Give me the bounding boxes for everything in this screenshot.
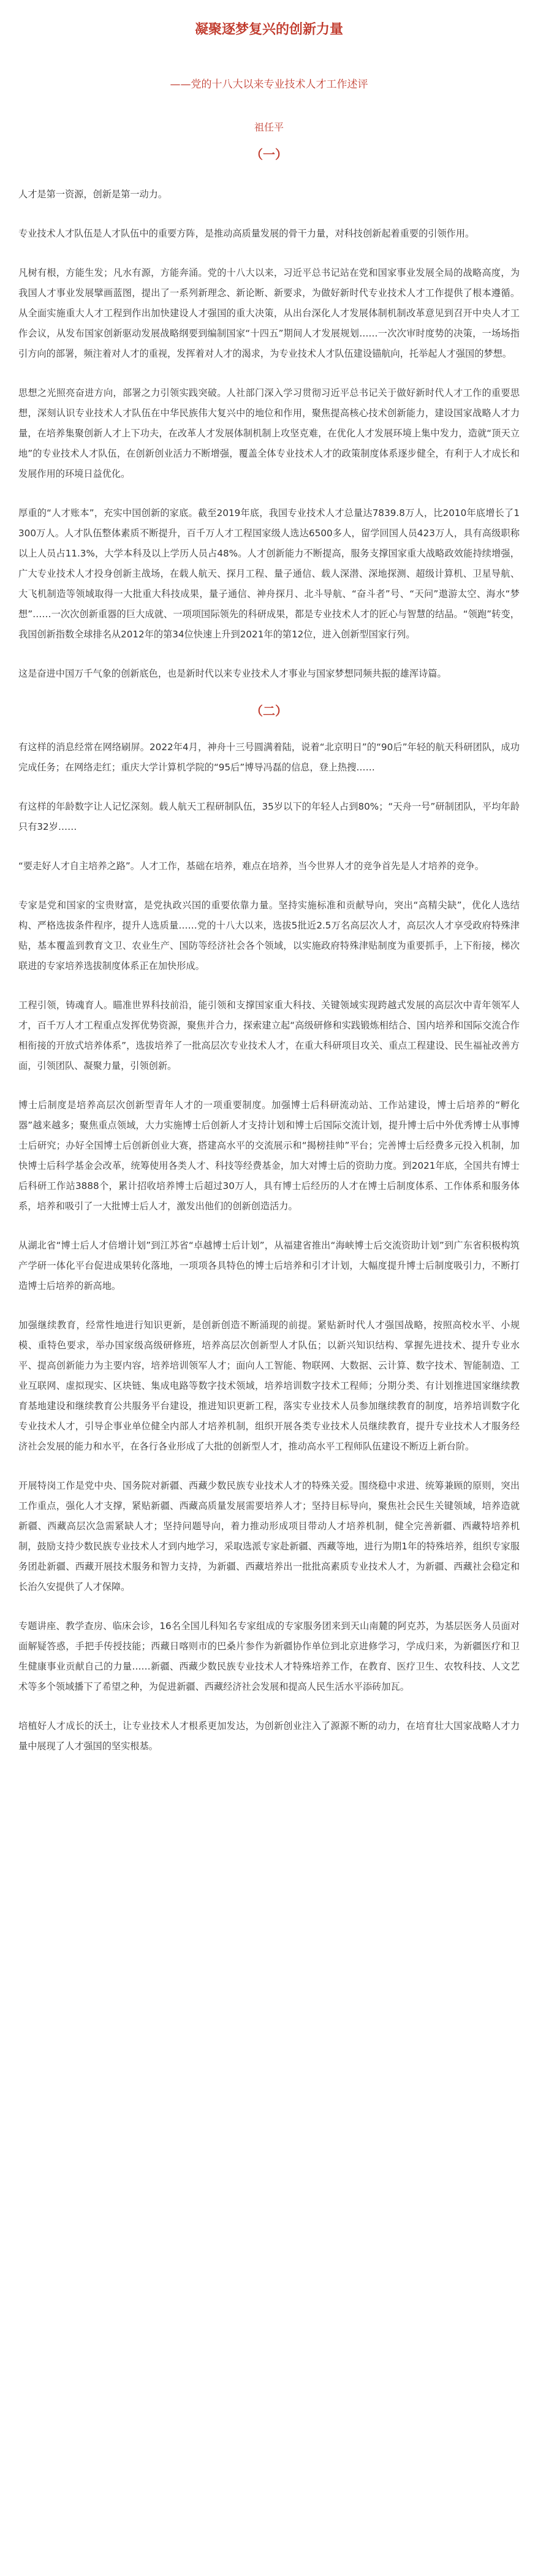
article-title: 凝聚逐梦复兴的创新力量 <box>194 22 343 37</box>
section-1-paragraph: 人才是第一资源，创新是第一动力。 <box>18 188 167 200</box>
section-1-paragraph: 这是奋进中国万千气象的创新底色，也是新时代以来专业技术人才事业与国家梦想同频共振的雄浑诗篇。 <box>18 667 447 679</box>
article-subtitle: ——党的十八大以来专业技术人才工作述评 <box>170 78 368 91</box>
section-1-paragraph: 厚重的“人才账本”，充实中国创新的家底。截至2019年底，我国专业技术人才总量达7839.8万人，比2010年底增长了1300万人。人才队伍整体素质不断提升，百千万人才工程国家级人选达6500多人，留学回国人员423万人，具有高级职称以上人员占11.3%，大学本科及以上学历人员占48%。人才创新能力不断提高，服务支撑国家重大战略政效能持续增强，广大专业技术人才投身创新主战场，在载人航天、探月工程、量子通信、载人深潜、深地探测、超级计算机、卫星导航、大飞机制造等领域取得一大批重大科技成果，量子通信、神舟探月、北斗导航、“奋斗者”号、“天问”遨游太空、海水“梦想”……一次次创新重器的巨大成就、一项项国际领先的科研成果，都是专业技术人才的匠心与智慧的结晶。“领跑”转变，我国创新指数全球排名从2012年的第34位快速上升到2021年的第12位，进入创新型国家行列。 <box>18 507 520 640</box>
section-1-paragraph: 思想之光照亮奋进方向，部署之力引领实践突破。人社部门深入学习贯彻习近平总书记关于做好新时代人才工作的重要思想，深刻认识专业技术人才队伍在中华民族伟大复兴中的地位和作用，聚焦提高核心技术创新能力，建设国家战略人才力量，在培养集聚创新人才上下功夫，在改革人才发展体制机制上攻坚克难，在优化人才发展环境上集中发力，造就“顶天立地”的专业技术人才队伍，在创新创业活力不断增强，覆盖全体专业技术人才的政策制度体系逐步健全，有利于人才成长和发展作用的环境日益优化。 <box>18 387 520 479</box>
section-heading-2: （二） <box>251 703 287 718</box>
section-2-paragraph: 从湖北省“博士后人才倍增计划”到江苏省“卓越博士后计划”，从福建省推出“海峡博士后交流资助计划”到广东省积极构筑产学研一体化平台促进成果转化落地，一项项各具特色的博士后培养和引才计划，大幅度提升博士后制度吸引力，不断打造博士后培养的新高地。 <box>18 1239 520 1291</box>
section-2-paragraph: 有这样的年龄数字让人记忆深刻。载人航天工程研制队伍，35岁以下的年轻人占到80%；“天舟一号”研制团队，平均年龄只有32岁…… <box>18 800 520 832</box>
section-heading-1: （一） <box>251 146 287 162</box>
section-2-paragraph: 有这样的消息经常在网络刷屏。2022年4月，神舟十三号圆满着陆，说着“北京明日”的“90后”年轻的航天科研团队，成功完成任务；在网络走红；重庆大学计算机学院的“95后”博导冯磊的信息，登上热搜…… <box>18 741 520 773</box>
section-1-body <box>0 184 538 684</box>
section-2-paragraph: 工程引领，铸魂育人。瞄准世界科技前沿，能引领和支撑国家重大科技、关键领域实现跨越式发展的高层次中青年领军人才，百千万人才工程重点发挥优势资源，聚焦并合力，探索建立起“高级研修和实践锻炼相结合、国内培养和国际交流合作相衔接的开放式培养体系”，选拔培养了一批高层次专业技术人才，在重大科研项目攻关、重点工程建设、民生福祉改善方面，引领团队、凝聚力量，引领创新。 <box>18 999 520 1071</box>
section-2-body <box>0 737 538 1757</box>
section-2-paragraph: “要走好人才自主培养之路”。人才工作，基础在培养，难点在培养，当今世界人才的竞争首先是人才培养的竞争。 <box>18 860 484 872</box>
section-2-paragraph: 加强继续教育，经常性地进行知识更新，是创新创造不断涌现的前提。紧贴新时代人才强国战略，按照高校水平、小规模、重特色要求，举办国家级高级研修班，培养高层次创新型人才队伍；以新兴知识结构、掌握先进技术、提升专业水平、提高创新能力为主要内容，培养培训领军人才；面向人工智能、物联网、大数据、云计算、数字技术、智能制造、工业互联网、虚拟现实、区块链、集成电路等数字技术领域，培养培训数字技术工程师；分期分类、有计划推进国家继续教育基地建设和继续教育公共服务平台建设，推进知识更新工程，落实专业技术人员参加继续教育的制度，培养培训数字化专业技术人才，引导企事业单位健全内部人才培养机制，组织开展各类专业技术人员继续教育，提升专业技术人才服务经济社会发展的能力和水平，在各行各业形成了大批的创新型人才，推动高水平工程师队伍建设不断迈上新台阶。 <box>18 1319 520 1452</box>
section-2-paragraph: 开展特岗工作是党中央、国务院对新疆、西藏少数民族专业技术人才的特殊关爱。围绕稳中求进、统筹兼顾的原则，突出工作重点，强化人才支撑，紧贴新疆、西藏高质量发展需要培养人才；坚持目标导向，聚焦社会民生关键领域，培养造就新疆、西藏高层次急需紧缺人才；坚持问题导向，着力推动形成项目带动人才培养机制，健全完善新疆、西藏特培养机制，鼓励支持少数民族专业技术人才到内地学习，采取选派专家赴新疆、西藏等地，进行为期1年的特殊培养，组织专家服务团赴新疆、西藏开展技术服务和智力支持，为新疆、西藏培养出一批批高素质专业技术人才，为新疆、西藏社会稳定和长治久安提供了人才保障。 <box>18 1480 520 1592</box>
section-2-paragraph: 专家是党和国家的宝贵财富，是党执政兴国的重要依靠力量。坚持实施标准和贡献导向，突出“高精尖缺”，优化人选结构、严格选拔条件程序，提升人选质量……党的十八大以来，选拔5批近2.5万名高层次人才，高层次人才享受政府特殊津贴，基本覆盖到教育文卫、农业生产、国防等经济社会各个领域，以实施政府特殊津贴制度为重要抓手，上下衔接，梯次联进的专家培养选拔制度体系正在加快形成。 <box>18 899 520 971</box>
section-2-paragraph: 博士后制度是培养高层次创新型青年人才的一项重要制度。加强博士后科研流动站、工作站建设，博士后培养的“孵化器”越来越多；聚焦重点领域，大力实施博士后创新人才支持计划和博士后国际交流计划，提升博士后中外优秀博士从事博士后研究；办好全国博士后创新创业大赛，搭建高水平的交流展示和“揭榜挂帅”平台；完善博士后经费多元投入机制，加快博士后科学基金会改革，统筹使用各类人才、科技等经费基金，加大对博士后的资助力度。到2021年底，全国共有博士后科研工作站3888个，累计招收培养博士后超过30万人，具有博士后经历的人才在博士后制度体系、工作体系和服务体系，培养和吸引了一大批博士后人才，激发出他们的创新创造活力。 <box>18 1099 520 1212</box>
section-2-paragraph: 专题讲座、教学查房、临床会诊，16名全国儿科知名专家组成的专家服务团来到天山南麓的阿克苏，为基层医务人员面对面解疑答惑，手把手传授技能；西藏日喀则市的巴桑片参作为新疆协作单位到北京进修学习，学成归来，为新疆医疗和卫生健康事业贡献自己的力量……新疆、西藏少数民族专业技术人才特殊培养工作，在教育、医疗卫生、农牧科技、人文艺术等多个领域播下了希望之种，为促进新疆、西藏经济社会发展和提高人民生活水平添砖加瓦。 <box>18 1620 520 1692</box>
article-author: 祖任平 <box>254 121 284 133</box>
section-1-paragraph: 专业技术人才队伍是人才队伍中的重要方阵，是推动高质量发展的骨干力量，对科技创新起着重要的引领作用。 <box>18 227 475 239</box>
section-1-paragraph: 凡树有根，方能生发；凡水有源，方能奔涌。党的十八大以来，习近平总书记站在党和国家事业发展全局的战略高度，为我国人才事业发展擘画蓝图，提出了一系列新理念、新论断、新要求，为做好新时代专业技术人才工作提供了根本遵循。从全面实施重大人才工程到作出加快建设人才强国的重大决策，从出台深化人才发展体制机制改革意见到召开中央人才工作会议，从发布国家创新驱动发展战略纲要到编制国家“十四五”期间人才发展规划……一次次审时度势的决策，一场场指引方向的部署，频注着对人才的重视，发挥着对人才的渴求，为专业技术人才队伍建设锚航向，托举起人才强国的梦想。 <box>18 267 520 359</box>
section-2-paragraph: 培植好人才成长的沃土，让专业技术人才根系更加发达，为创新创业注入了源源不断的动力，在培育壮大国家战略人才力量中展现了人才强国的坚实根基。 <box>18 1720 520 1752</box>
